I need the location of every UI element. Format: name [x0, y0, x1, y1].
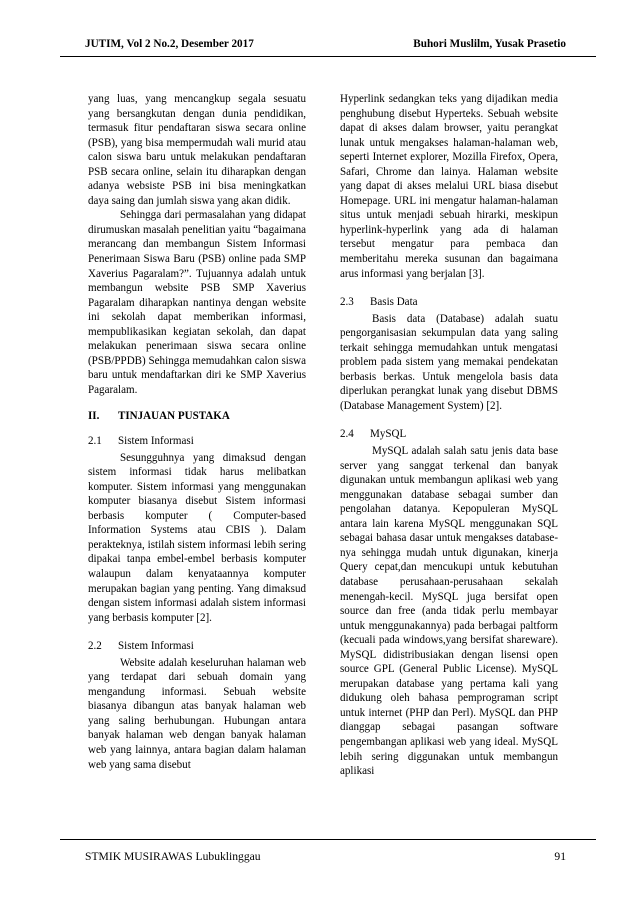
- subsection-2-2-text: Website adalah keseluruhan halaman web yang terdapat dari sebuah domain yang mengandung informasi. Sebuah website biasanya dibangun atas banyak halaman web yang saling berhubungan. Hubungan antara banyak halaman web dengan banyak halaman web yang lainnya, antara bagian dalam halaman web yang sama disebut: [88, 656, 306, 771]
- subsection-heading-2-2: [88, 639, 306, 654]
- subsection-number: 2.4: [340, 428, 354, 441]
- section-number: II.: [88, 410, 100, 423]
- subsection-heading-2-4: [340, 427, 558, 442]
- section-title: TINJAUAN PUSTAKA: [118, 410, 230, 423]
- subsection-heading-2-1: [88, 434, 306, 449]
- intro-paragraph: yang luas, yang mencangkup segala sesuatu yang bersangkutan dengan dunia pendidikan, termasuk fitur pendaftaran siswa secara online (PSB), yang bisa mempermudah wali murid atau calon siswa baru untuk melakukan pendaftaran PSB secara online, selain itu diharapkan dengan adanya websiste PSB ini bisa meningkatkan daya saing dan jumlah siswa yang akan didik.: [88, 93, 306, 207]
- footer-institution: STMIK MUSIRAWAS Lubuklinggau: [85, 850, 261, 863]
- header-rule: [60, 56, 596, 57]
- section-heading: [88, 409, 306, 424]
- subsection-2-4-text: MySQL adalah salah satu jenis data base server yang sanggat terkenal dan banyak digunakan untuk membangun aplikasi web yang menggunakan database sebagai sumber dan pengolahan datanya. Kepopuleran MySQL antara lain karena MySQL menggunakan SQL sebagai bahasa dasar untuk mengakses database-nya sehingga mudah untuk digunakan, kinerja Query cepat,dan mencukupi untuk kebutuhan database perusahaan-perusahaan sekalah menengah-kecil. MySQL juga bersifat open source dan free (anda tidak perlu membayar untuk menggunakannya) pada berbagai paltform (kecuali pada windows,yang bersifat shareware). MySQL didistribusiakan dengan lisensi open source GPL (General Public License). MySQL merupakan database yang pertama kali yang didukung oleh bahasa pemprograman script untuk internet (PHP dan Perl). MySQL dan PHP dianggap sebagai pasangan software pengembangan aplikasi web yang ideal. MySQL lebih sering diggunakan untuk membangun aplikasi: [340, 445, 558, 778]
- subsection-number: 2.2: [88, 640, 102, 653]
- subsection-title: Basis Data: [370, 296, 418, 309]
- page-number: 91: [554, 850, 566, 863]
- page-footer: [85, 850, 566, 863]
- subsection-number: 2.1: [88, 435, 102, 448]
- footer-rule: [60, 839, 596, 840]
- author-names: Buhori Muslilm, Yusak Prasetio: [413, 38, 566, 50]
- left-column: [88, 92, 306, 772]
- running-header: [85, 38, 566, 50]
- subsection-title: Sistem Informasi: [118, 435, 194, 448]
- subsection-number: 2.3: [340, 296, 354, 309]
- subsection-2-3-text: Basis data (Database) adalah suatu pengorganisasian sekumpulan data yang saling terkait sehingga memudahkan untuk mengatasi problem pada sistem yang memakai pendekatan berbasis berkas. Untuk mengelola basis data diperlukan perangkat lunak yang disebut DBMS (Database Management System) [2].: [340, 312, 558, 412]
- subsection-title: Sistem Informasi: [118, 640, 194, 653]
- hyperlink-paragraph: Hyperlink sedangkan teks yang dijadikan media penghubung disebut Hyperteks. Sebuah website dapat di akses dalam browser, yaitu perangkat lunak untuk mengakses halaman-halaman web, seperti Internet explorer, Mozilla Firefox, Opera, Safari, Chrome dan lainya. Halaman website yang dapat di akses melalui URL biasa disebut Homepage. URL ini mengatur halaman-halaman situs untuk menjadi sebuah hirarki, meskipun hyperlink-hyperlink yang ada di halaman tersebut mengatur para pembaca dan memberitahu mereka susunan dan bagaimana arus informasi yang berjalan [3].: [340, 93, 558, 280]
- problem-paragraph: Sehingga dari permasalahan yang didapat dirumuskan masalah penelitian yaitu “bagaimana merancang dan membangun Sistem Informasi Penerimaan Siswa Baru (PSB) online pada SMP Xaverius Pagaralam?”. Tujuannya adalah untuk membangun website PSB SMP Xaverius Pagaralam diharapkan nantinya dengan website ini sekolah dapat memberikan informasi, mempublikasikan kegiatan sekolah, dan dapat melakukan penerimaan siswa secara online (PSB/PPDB) Sehingga memudahkan calon siswa baru untuk mendaftarkan diri ke SMP Xaverius Pagaralam.: [88, 209, 306, 396]
- right-column: [340, 92, 558, 779]
- subsection-title: MySQL: [370, 428, 407, 441]
- subsection-heading-2-3: [340, 295, 558, 310]
- subsection-2-1-text: Sesungguhnya yang dimaksud dengan sistem informasi tidak harus melibatkan komputer. Sistem informasi yang menggunakan komputer biasanya disebut Sistem informasi berbasis komputer ( Computer-based Information Systems atau CBIS ). Dalam perakteknya, istilah sistem informasi lebih sering dipakai tanpa embel-embel berbasis komputer walaupun dalam kenyataannya komputer merupakan bagian yang penting. Yang dimaksud dengan sistem informasi adalah sistem informasi yang berbasis komputer [2].: [88, 451, 306, 624]
- journal-title: JUTIM, Vol 2 No.2, Desember 2017: [85, 38, 254, 50]
